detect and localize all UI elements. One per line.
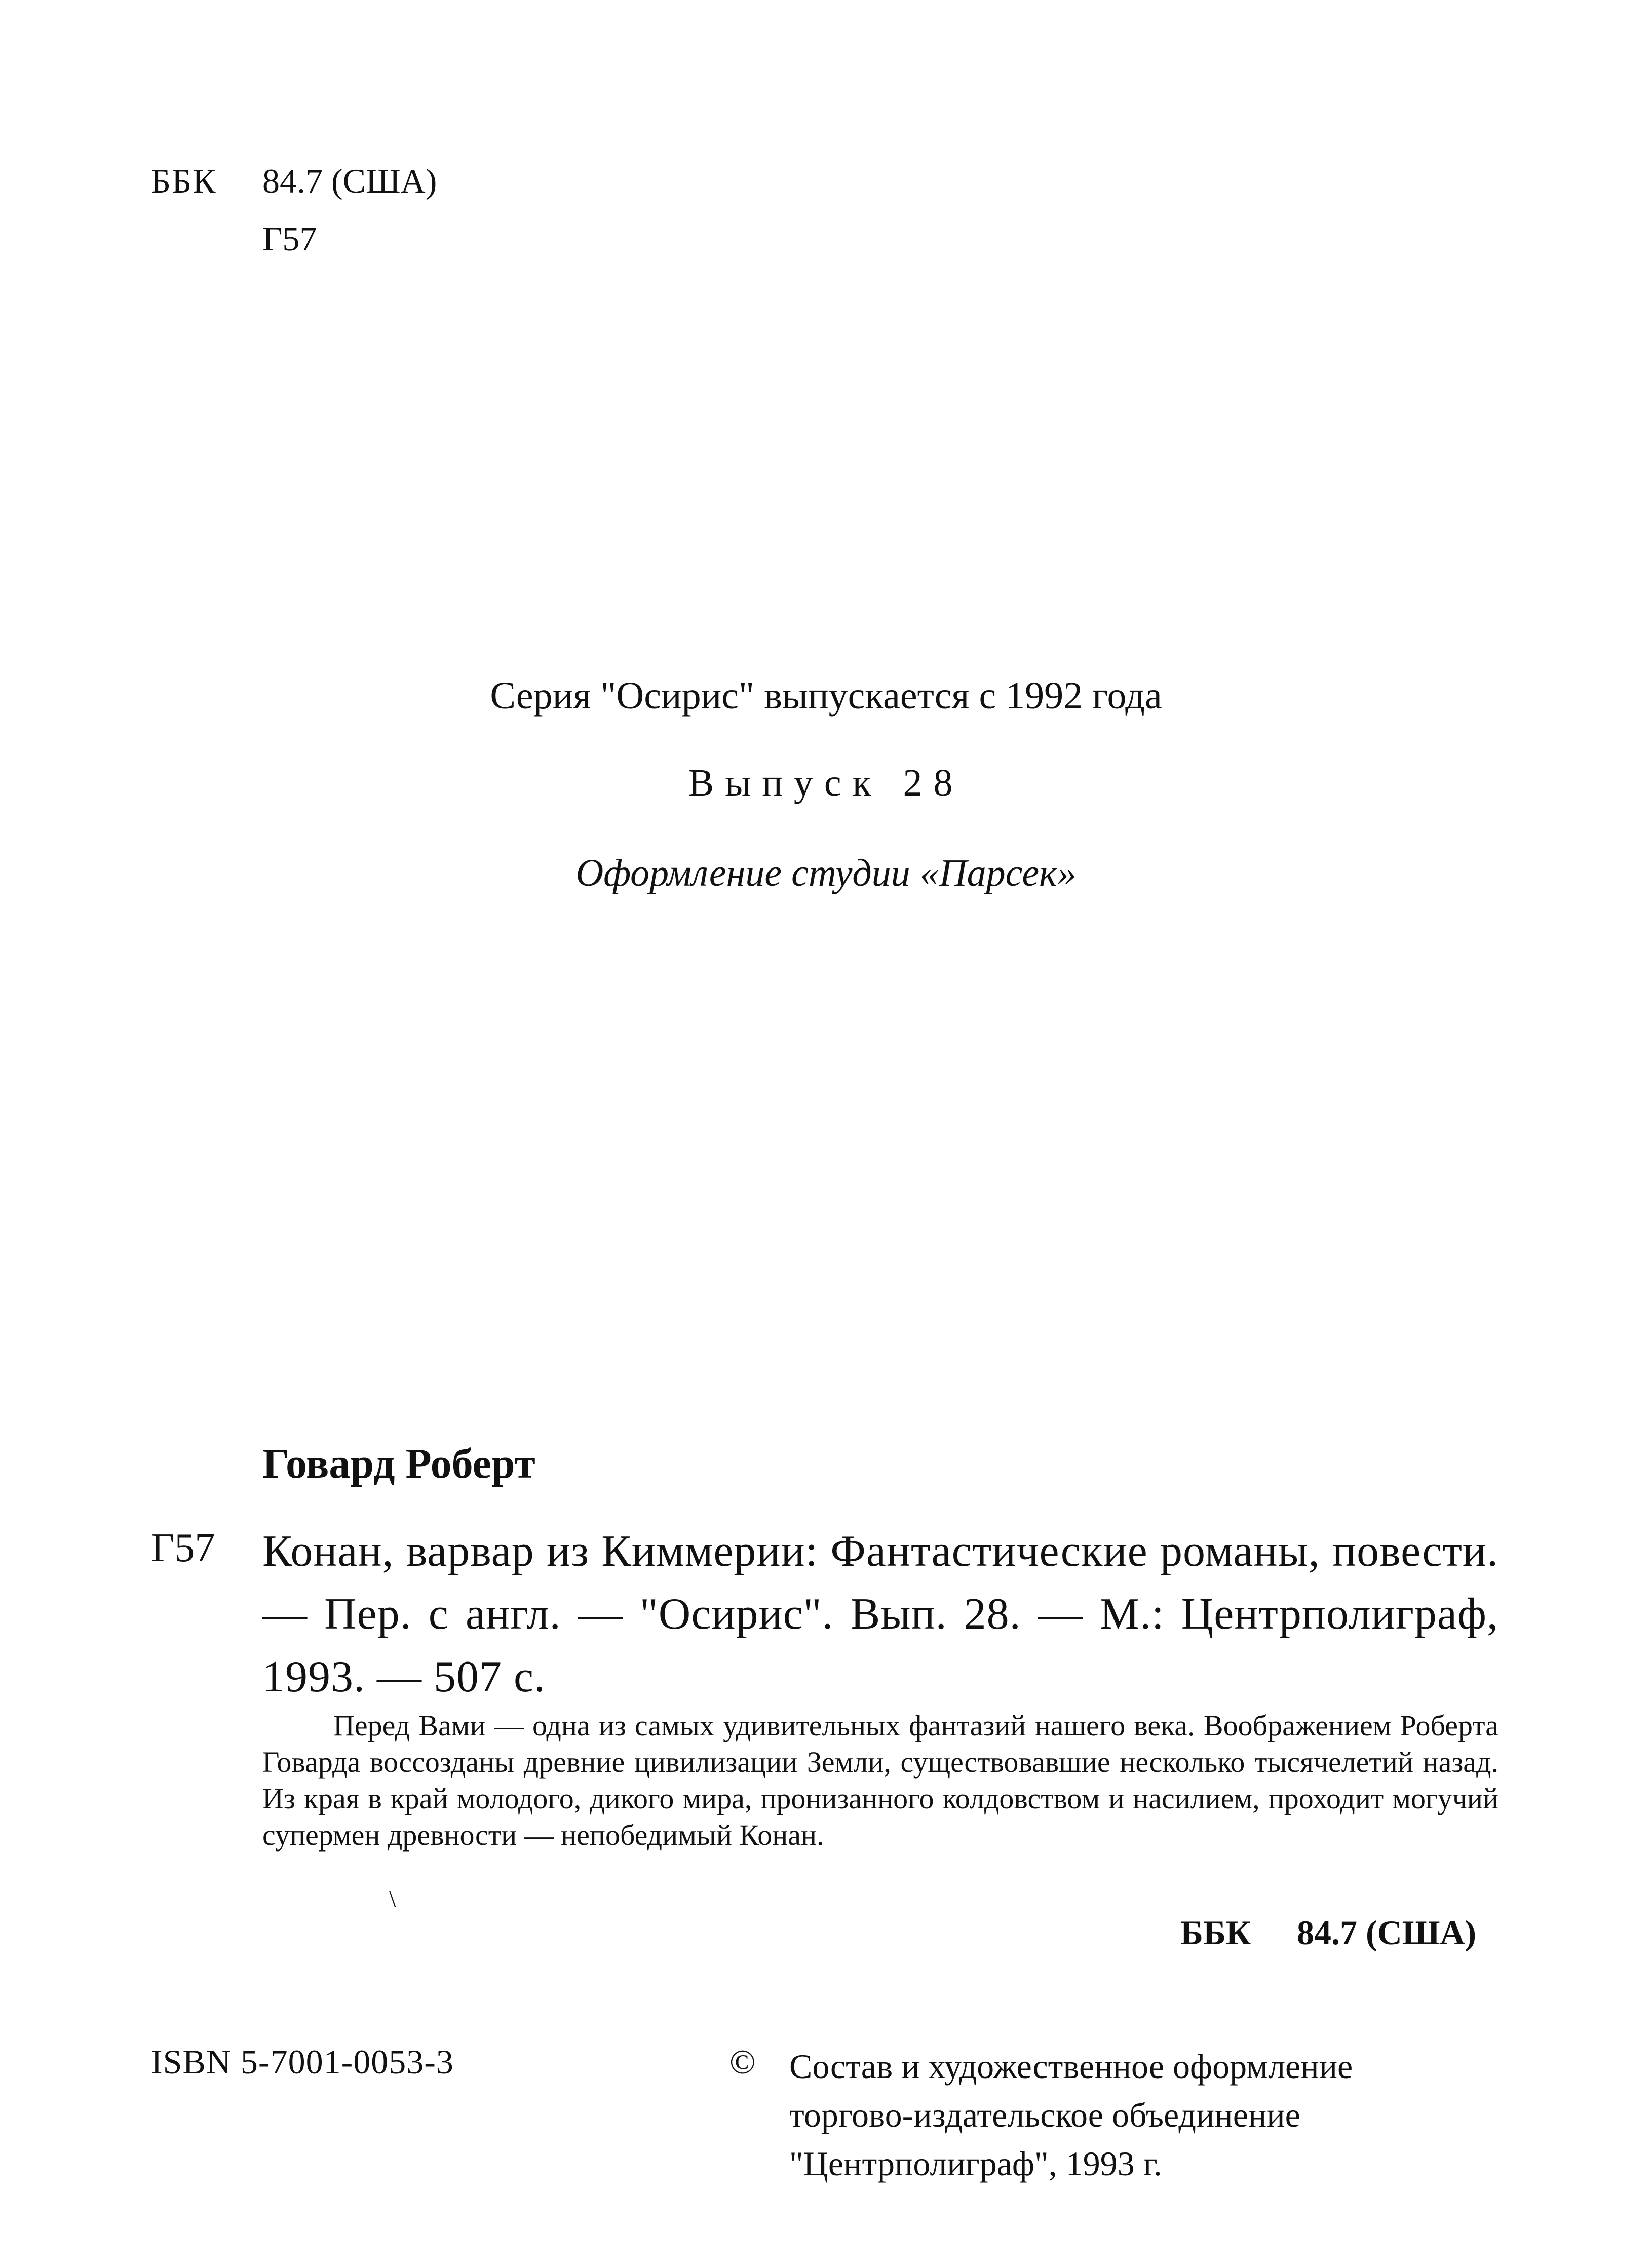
card-index: Г57 — [151, 1526, 215, 1570]
isbn: ISBN 5-7001-0053-3 — [151, 2043, 454, 2081]
bbk-code: 84.7 (США) — [262, 162, 437, 200]
copyright-line: Состав и художественное оформление — [789, 2047, 1353, 2086]
bbk-label: ББК — [151, 162, 217, 200]
card-bbk-code: 84.7 (США) — [1297, 1913, 1477, 1952]
copyright-line: "Центрполиграф", 1993 г. — [789, 2144, 1162, 2183]
copyright-line: торгово-издательское объединение — [789, 2096, 1300, 2134]
design-credit: Оформление студии «Парсек» — [575, 852, 1077, 894]
copyright-sign: © — [729, 2043, 756, 2081]
issue-line: Выпуск 28 — [688, 762, 964, 804]
series-line: Серия "Осирис" выпускается с 1992 года — [490, 674, 1162, 717]
author-heading: Говард Роберт — [262, 1440, 535, 1487]
copyright-notice — [789, 2042, 1509, 2188]
annotation: Перед Вами — одна из самых удивительных фантазий нашего века. Воображением Роберта Говарда воссозданы древние цивилизации Земли, существовавшие несколько тысячелетий назад. Из края в край молодого, дикого мира, пронизанного колдовством и насилием, проходит могучий супермен древности — непобедимый Конан. — [262, 1709, 1499, 1852]
stray-mark: \ — [389, 1885, 396, 1912]
bibliographic-description: Конан, варвар из Киммерии: Фантастические романы, повести. — Пер. с англ. — "Осирис". Вып. 28. — М.: Центрполиграф, 1993. — 507 с. — [262, 1527, 1499, 1702]
author-index: Г57 — [262, 219, 317, 258]
card-bbk-label: ББК — [1180, 1913, 1251, 1952]
